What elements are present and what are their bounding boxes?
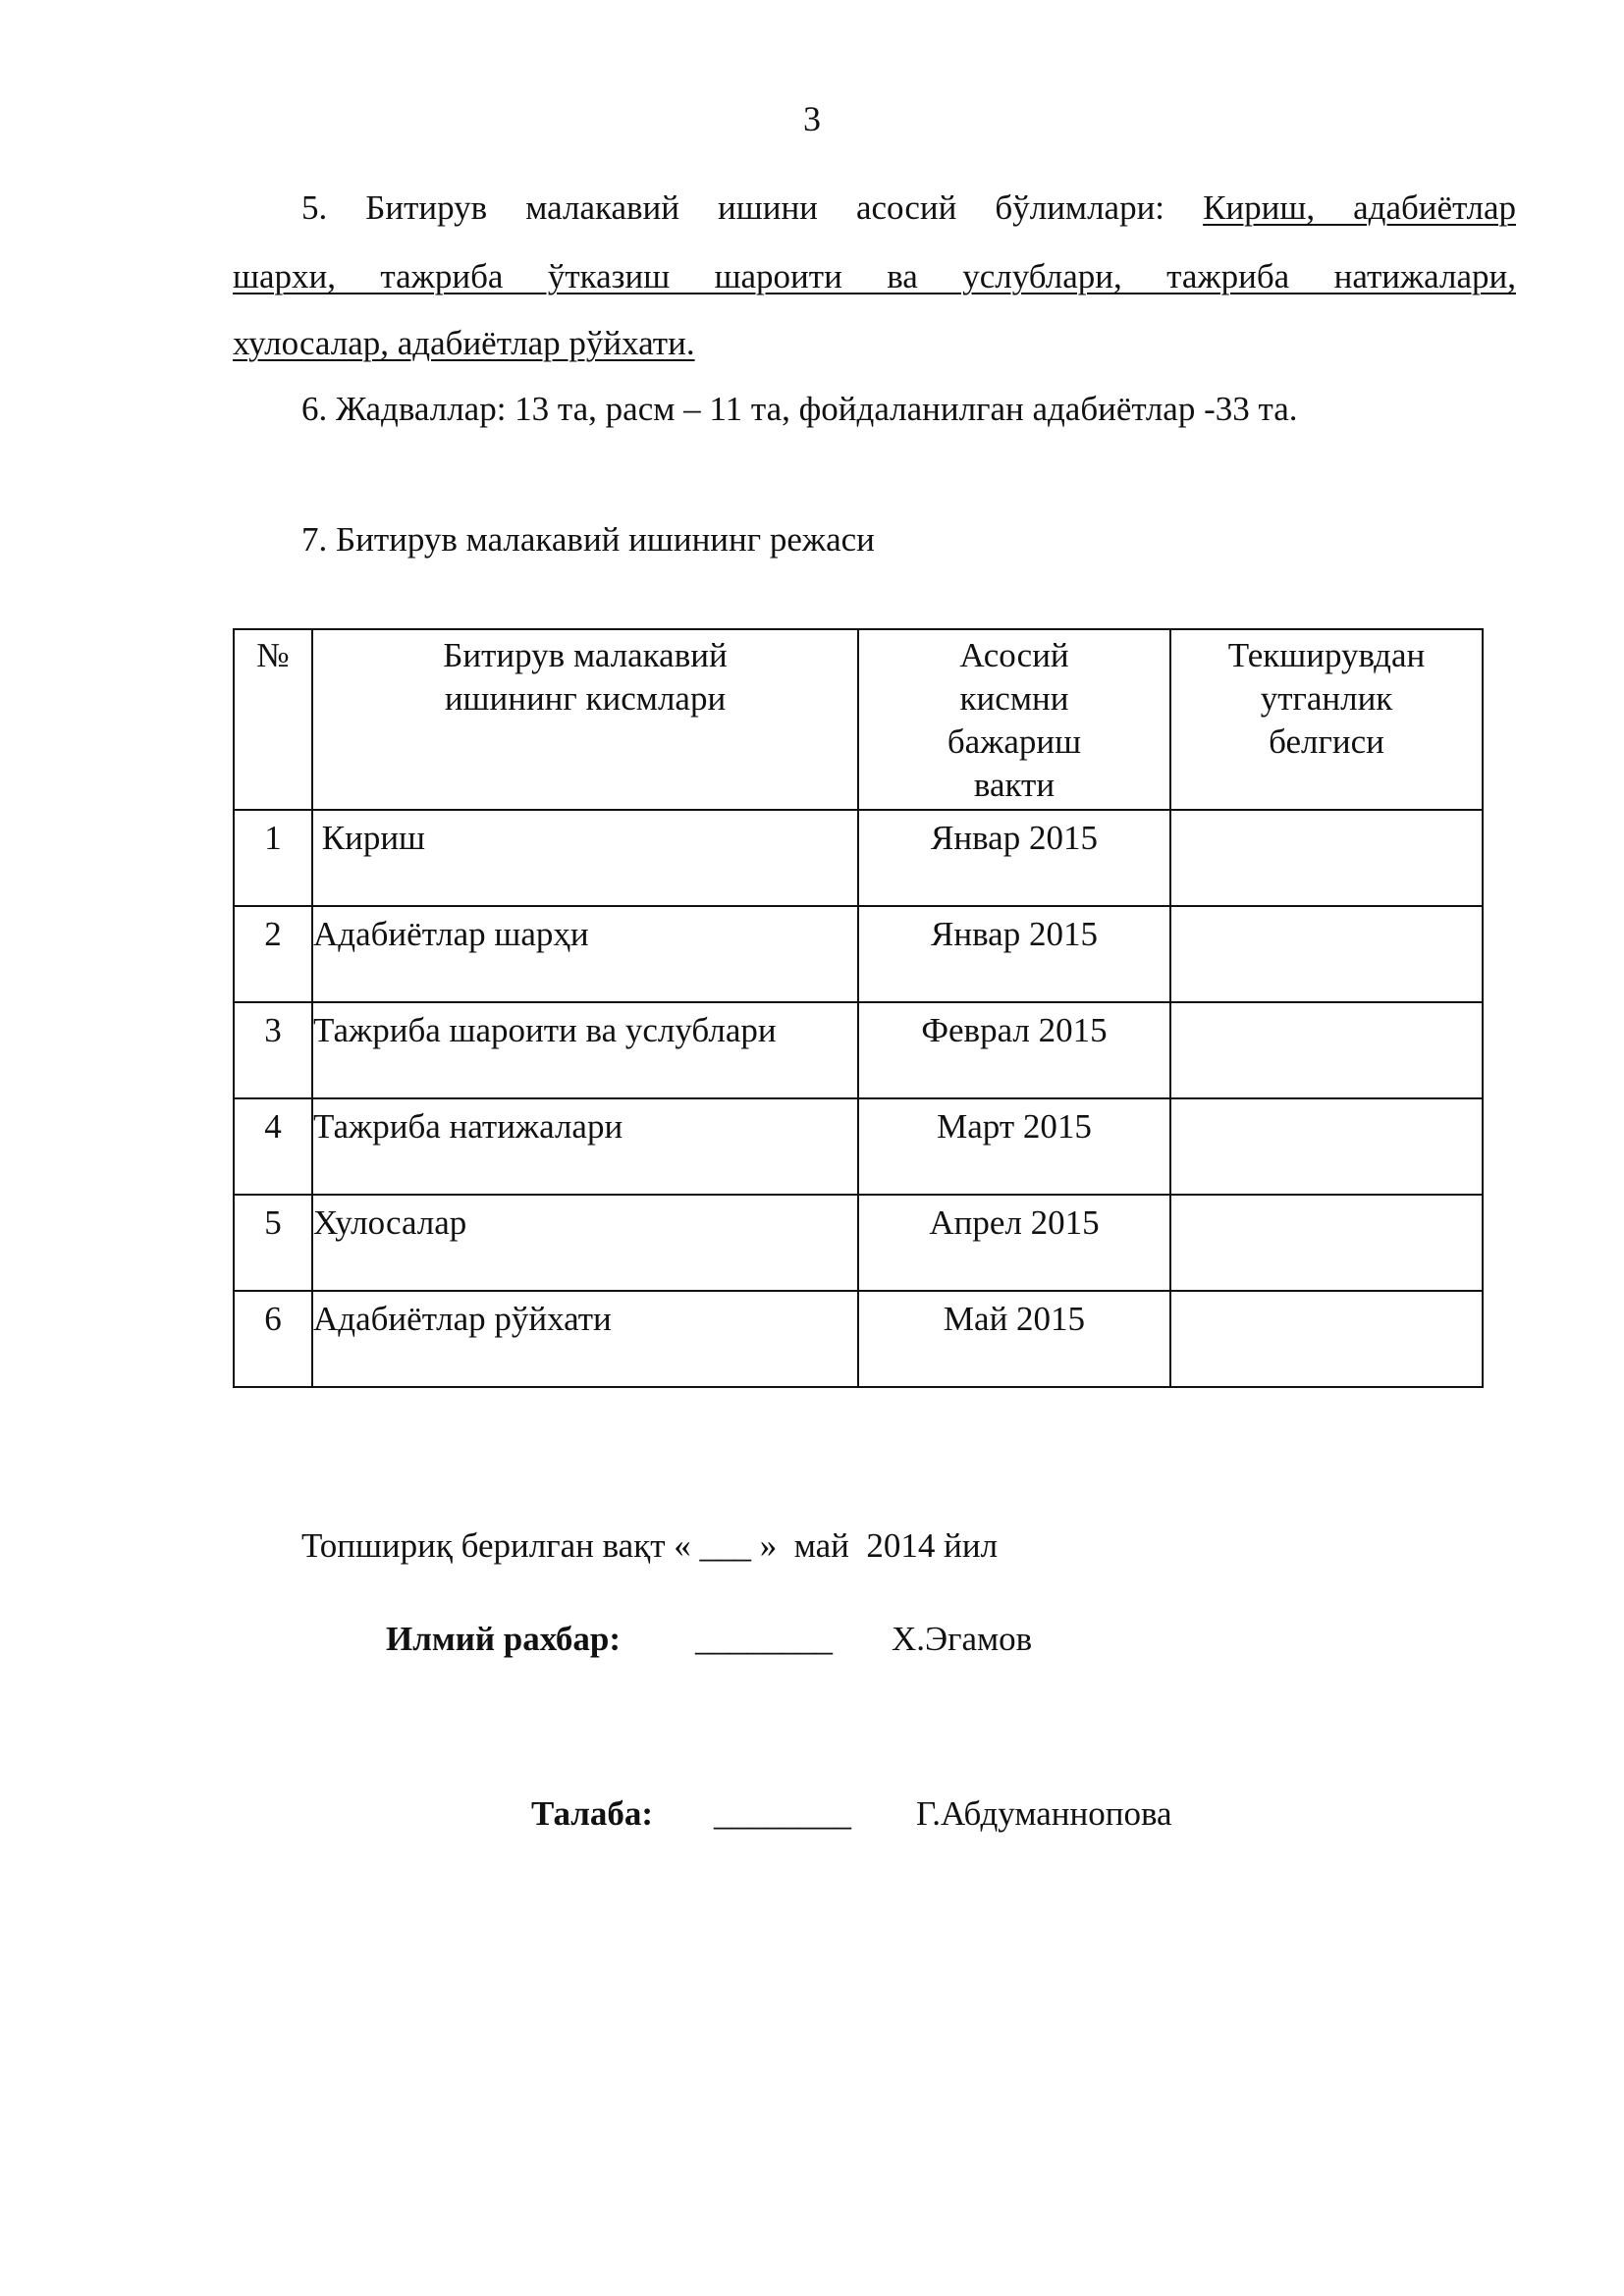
header-part-line: Битирув малакавий bbox=[443, 636, 728, 674]
supervisor-label: Илмий рахбар: bbox=[386, 1620, 622, 1658]
header-time-line: вакти bbox=[973, 766, 1056, 804]
row-part: Тажриба натижалари bbox=[312, 1098, 858, 1195]
row-check bbox=[1170, 1098, 1483, 1195]
table-row bbox=[234, 810, 1483, 906]
supervisor-signature-line: ________ bbox=[695, 1620, 833, 1658]
header-check-line: утганлик bbox=[1260, 679, 1393, 718]
supervisor-name: Х.Эгамов bbox=[892, 1620, 1033, 1658]
header-num: № bbox=[234, 629, 312, 810]
table-row bbox=[234, 1098, 1483, 1195]
header-check-line: Текширувдан bbox=[1227, 636, 1426, 674]
header-check bbox=[1170, 629, 1483, 810]
header-part-line: ишининг кисмлари bbox=[444, 679, 727, 718]
row-time: Май 2015 bbox=[858, 1291, 1170, 1387]
section5-lead: 5. Битирув малакавий ишини асосий бўлимлари: bbox=[301, 188, 1165, 227]
row-part: Хулосалар bbox=[312, 1195, 858, 1291]
row-check bbox=[1170, 1002, 1483, 1098]
header-time-line: Асосий bbox=[959, 636, 1069, 674]
row-time: Апрел 2015 bbox=[858, 1195, 1170, 1291]
row-num: 4 bbox=[234, 1098, 312, 1195]
row-part: Адабиётлар шарҳи bbox=[312, 906, 858, 1002]
row-num: 1 bbox=[234, 810, 312, 906]
student-label: Талаба: bbox=[531, 1794, 654, 1833]
section5-underlined-1: Кириш, адабиётлар bbox=[1203, 188, 1516, 227]
row-num: 6 bbox=[234, 1291, 312, 1387]
header-part bbox=[312, 629, 858, 810]
header-time-line: бажариш bbox=[947, 722, 1082, 761]
section7-title: 7. Битирув малакавий ишининг режаси bbox=[301, 520, 875, 559]
page-number: 3 bbox=[803, 99, 821, 138]
header-time bbox=[858, 629, 1170, 810]
row-check bbox=[1170, 1195, 1483, 1291]
assignment-date: Топшириқ берилган вақт « ___ » май 2014 йил bbox=[301, 1526, 999, 1565]
header-check-line: белгиси bbox=[1269, 722, 1384, 761]
section5-line1 bbox=[301, 188, 1516, 228]
row-check bbox=[1170, 906, 1483, 1002]
table-row bbox=[234, 906, 1483, 1002]
student-name: Г.Абдуманнопова bbox=[916, 1794, 1172, 1833]
header-time-line: кисмни bbox=[959, 679, 1069, 718]
section5-line2: шархи, тажриба ўтказиш шароити ва услублари, тажриба натижалари, bbox=[233, 257, 1516, 295]
row-check bbox=[1170, 1291, 1483, 1387]
row-time: Январ 2015 bbox=[858, 810, 1170, 906]
row-part: Тажриба шароити ва услублари bbox=[312, 1002, 858, 1098]
table-row bbox=[234, 1002, 1483, 1098]
row-part: Кириш bbox=[312, 810, 858, 906]
row-num: 2 bbox=[234, 906, 312, 1002]
student-signature-line: ________ bbox=[714, 1794, 851, 1833]
table-row bbox=[234, 1291, 1483, 1387]
row-check bbox=[1170, 810, 1483, 906]
row-num: 5 bbox=[234, 1195, 312, 1291]
row-num: 3 bbox=[234, 1002, 312, 1098]
row-part: Адабиётлар рўйхати bbox=[312, 1291, 858, 1387]
row-time: Март 2015 bbox=[858, 1098, 1170, 1195]
section5-line3: хулосалар, адабиётлар рўйхати. bbox=[233, 324, 695, 362]
row-time: Январ 2015 bbox=[858, 906, 1170, 1002]
row-time: Феврал 2015 bbox=[858, 1002, 1170, 1098]
plan-table-header bbox=[234, 629, 1483, 810]
section6-summary: 6. Жадваллар: 13 та, расм – 11 та, фойдаланилган адабиётлар -33 та. bbox=[301, 390, 1298, 428]
plan-table bbox=[233, 628, 1484, 1388]
table-row bbox=[234, 1195, 1483, 1291]
